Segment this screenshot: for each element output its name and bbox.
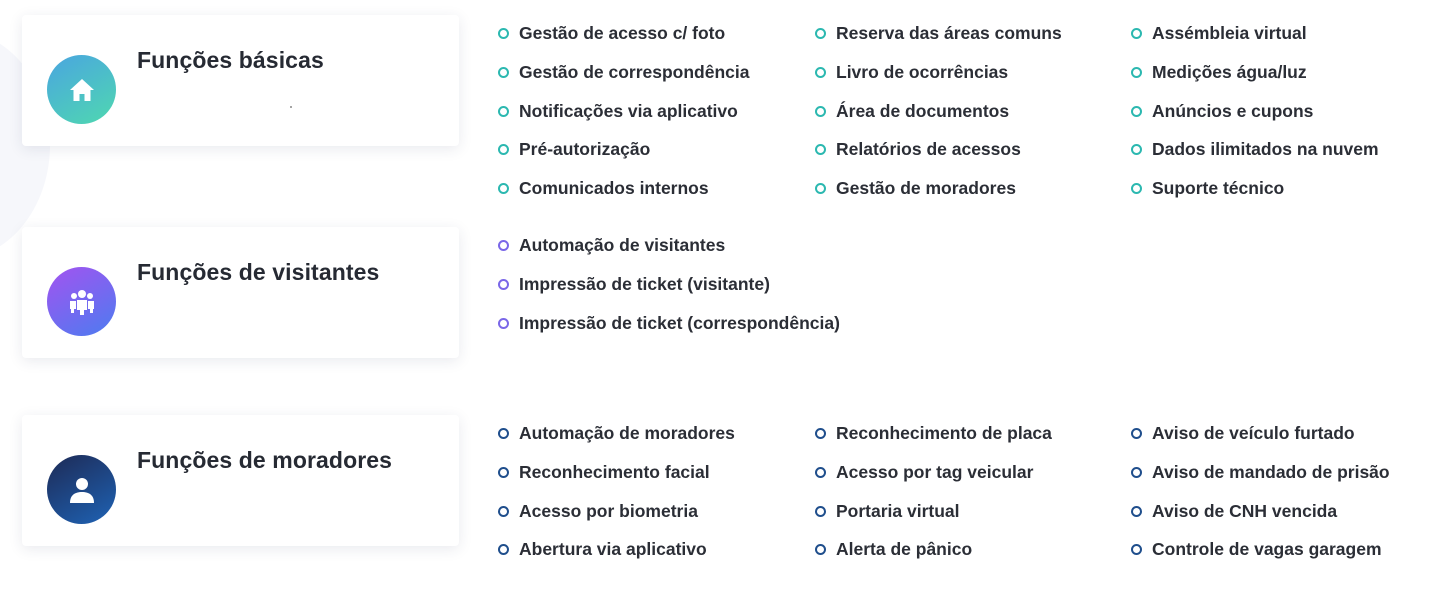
feature-item: Automação de moradores <box>498 423 798 462</box>
feature-item: Gestão de acesso c/ foto <box>498 23 798 62</box>
bullet-icon <box>815 544 826 555</box>
bullet-icon <box>498 279 509 290</box>
visitor-functions-card <box>22 227 459 358</box>
feature-item: Livro de ocorrências <box>815 62 1115 101</box>
feature-item: Aviso de veículo furtado <box>1131 423 1431 462</box>
bullet-icon <box>498 428 509 439</box>
user-icon <box>68 476 96 504</box>
basic-functions-card <box>22 15 459 146</box>
bullet-icon <box>498 240 509 251</box>
feature-item: Gestão de correspondência <box>498 62 798 101</box>
bullet-icon <box>1131 28 1142 39</box>
feature-item: Dados ilimitados na nuvem <box>1131 139 1431 178</box>
feature-item: Aviso de CNH vencida <box>1131 501 1431 540</box>
bullet-icon <box>815 467 826 478</box>
bullet-icon <box>815 67 826 78</box>
feature-item: Portaria virtual <box>815 501 1115 540</box>
feature-item: Reconhecimento de placa <box>815 423 1115 462</box>
feature-item: Automação de visitantes <box>498 235 898 274</box>
resident-features-column-1 <box>498 423 798 578</box>
decorative-dot <box>290 106 292 108</box>
basic-functions-icon-badge <box>47 55 116 124</box>
feature-item: Medições água/luz <box>1131 62 1431 101</box>
resident-features-column-2 <box>815 423 1115 578</box>
bullet-icon <box>1131 506 1142 517</box>
feature-item: Suporte técnico <box>1131 178 1431 217</box>
feature-item: Reserva das áreas comuns <box>815 23 1115 62</box>
bullet-icon <box>1131 544 1142 555</box>
feature-item: Gestão de moradores <box>815 178 1115 217</box>
basic-features-column-2 <box>815 23 1115 217</box>
feature-item: Pré-autorização <box>498 139 798 178</box>
feature-item: Aviso de mandado de prisão <box>1131 462 1431 501</box>
resident-functions-card <box>22 415 459 546</box>
feature-item: Reconhecimento facial <box>498 462 798 501</box>
bullet-icon <box>498 28 509 39</box>
feature-item: Notificações via aplicativo <box>498 101 798 140</box>
visitor-functions-title: Funções de visitantes <box>137 259 380 285</box>
resident-functions-icon-badge <box>47 455 116 524</box>
feature-item: Assémbleia virtual <box>1131 23 1431 62</box>
bullet-icon <box>498 183 509 194</box>
bullet-icon <box>498 467 509 478</box>
feature-item: Controle de vagas garagem <box>1131 539 1431 578</box>
bullet-icon <box>815 106 826 117</box>
bullet-icon <box>815 144 826 155</box>
bullet-icon <box>498 106 509 117</box>
bullet-icon <box>1131 144 1142 155</box>
feature-item: Impressão de ticket (correspondência) <box>498 313 898 352</box>
feature-item: Alerta de pânico <box>815 539 1115 578</box>
feature-item: Área de documentos <box>815 101 1115 140</box>
basic-features-column-1 <box>498 23 798 217</box>
visitor-features-column-1 <box>498 235 898 351</box>
home-icon <box>68 77 96 103</box>
basic-functions-title: Funções básicas <box>137 47 324 73</box>
resident-features-column-3 <box>1131 423 1431 578</box>
bullet-icon <box>498 144 509 155</box>
feature-item: Acesso por tag veicular <box>815 462 1115 501</box>
feature-item: Relatórios de acessos <box>815 139 1115 178</box>
basic-features-column-3 <box>1131 23 1431 217</box>
bullet-icon <box>815 183 826 194</box>
bullet-icon <box>815 428 826 439</box>
bullet-icon <box>1131 428 1142 439</box>
bullet-icon <box>815 506 826 517</box>
bullet-icon <box>498 506 509 517</box>
bullet-icon <box>1131 67 1142 78</box>
bullet-icon <box>498 318 509 329</box>
feature-item: Anúncios e cupons <box>1131 101 1431 140</box>
feature-item: Impressão de ticket (visitante) <box>498 274 898 313</box>
visitor-functions-icon-badge <box>47 267 116 336</box>
bullet-icon <box>815 28 826 39</box>
bullet-icon <box>1131 467 1142 478</box>
bullet-icon <box>498 544 509 555</box>
group-icon <box>67 288 97 316</box>
resident-functions-title: Funções de moradores <box>137 447 393 473</box>
feature-item: Acesso por biometria <box>498 501 798 540</box>
bullet-icon <box>1131 183 1142 194</box>
bullet-icon <box>1131 106 1142 117</box>
feature-item: Abertura via aplicativo <box>498 539 798 578</box>
feature-item: Comunicados internos <box>498 178 798 217</box>
bullet-icon <box>498 67 509 78</box>
